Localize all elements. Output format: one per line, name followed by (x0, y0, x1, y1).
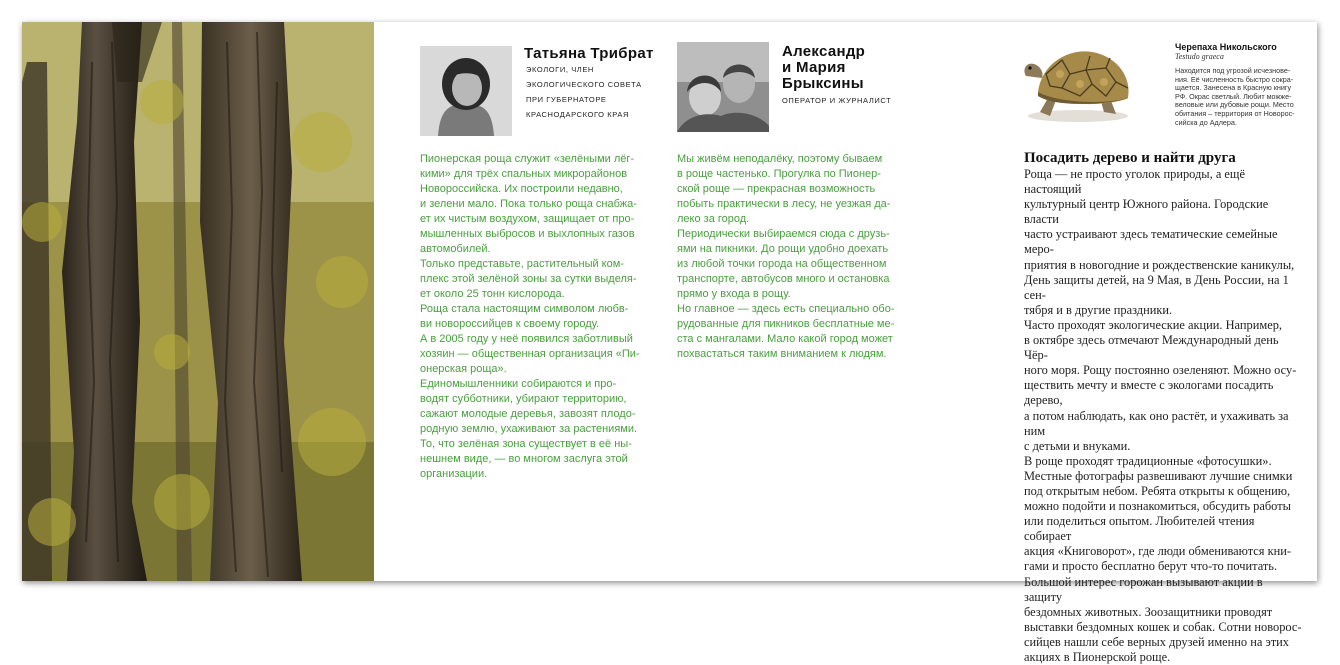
role-line: ЭКОЛОГИЧЕСКОГО СОВЕТА (526, 80, 642, 89)
article-line: День защиты детей, на 9 Мая, в День России, на 1 сен- (1024, 272, 1289, 302)
person-name-tatyana: Татьяна Трибрат (524, 45, 654, 62)
article-line: гами и просто бесплатно берут что-то почитать. (1024, 559, 1278, 574)
article-line: приятия в новогодние и рождественские каникулы, (1024, 257, 1295, 272)
role-line: КРАСНОДАРСКОГО КРАЯ (526, 110, 629, 119)
magazine-spread (22, 22, 1317, 664)
name-line: и Мария (782, 59, 846, 76)
turtle-latin-name: Testudo graeca (1175, 52, 1224, 61)
quote-line: онерская роща». (420, 363, 507, 375)
article-line: акциях в Пионерской роще. (1024, 650, 1171, 664)
article-line: или поделиться опытом. Любителей чтения собирает (1024, 514, 1255, 544)
turtle-text-line: щается. Занесена в Красную книгу (1175, 83, 1292, 93)
article-line: ного моря. Рощу постоянно озеленяют. Можно осу- (1024, 363, 1297, 378)
turtle-text-line: ния. Её численность быстро сокра- (1175, 74, 1294, 84)
article-line: с детьми и внуками. (1024, 438, 1131, 453)
article-line: Часто проходят экологические акции. Например, (1024, 317, 1282, 332)
article-line: тября и в другие праздники. (1024, 302, 1173, 317)
article-line: ществить мечту и вместе с экологами посадить дерево, (1024, 378, 1274, 408)
article-line: культурный центр Южного района. Городские власти (1024, 197, 1269, 227)
name-line: Брыксины (782, 75, 864, 92)
article-line: часто устраивают здесь тематические семейные меро- (1024, 227, 1278, 257)
quote-line: мышленных выбросов и выхлопных газов (420, 228, 635, 240)
article-line: акция «Книговорот», где люди обмениваются кни- (1024, 544, 1292, 559)
quote-line: и зелени мало. Пока только роща снабжа- (420, 198, 637, 210)
quote-line: Единомышленники собираются и про- (420, 378, 617, 390)
quote-line: леко за город. (677, 213, 750, 225)
article-line: В роще проходят традиционные «фотосушки». (1024, 453, 1272, 468)
article-line: Местные фотографы развешивают лучшие снимки (1024, 468, 1293, 483)
quote-tatyana (420, 152, 650, 482)
quote-bryksiny (677, 152, 909, 362)
quote-line: Мы живём неподалёку, поэтому бываем (677, 153, 883, 165)
turtle-text-line: Находится под угрозой исчезнове- (1175, 66, 1291, 75)
turtle-text-line: сийска до Адлера. (1175, 117, 1237, 127)
quote-line: То, что зелёная зона существует в её ны- (420, 438, 632, 450)
quote-line: Периодически выбираемся сюда с друзь- (677, 228, 890, 240)
quote-line: ской роще — прекрасная возможность (677, 183, 876, 195)
quote-line: Роща стала настоящим символом любв- (420, 303, 629, 315)
quote-line: ями на пикники. До рощи удобно доехать (677, 243, 889, 255)
article-line: можно подойти и познакомиться, обсудить работы (1024, 499, 1291, 514)
article-line: сийцев нашли себе верных друзей именно на этих (1024, 634, 1290, 649)
person-role-bryksiny: ОПЕРАТОР И ЖУРНАЛИСТ (782, 96, 892, 105)
quote-line: кими» для трёх спальных микрорайонов (420, 168, 628, 180)
quote-line: организации. (420, 468, 488, 480)
quote-line: ет их чистым воздухом, защищает от про- (420, 213, 635, 225)
quote-line: родную землю, ухаживают за растениями. (420, 423, 638, 435)
role-line: ПРИ ГУБЕРНАТОРЕ (526, 95, 607, 104)
quote-line: похвастаться таким вниманием к людям. (677, 348, 887, 360)
person-role-tatyana (526, 62, 642, 122)
quote-line: Пионерская роща служит «зелёными лёг- (420, 153, 635, 165)
article-title: Посадить дерево и найти друга (1024, 150, 1236, 166)
turtle-description (1175, 67, 1310, 127)
person-name-bryksiny (782, 44, 865, 92)
quote-line: сажают молодые деревья, завозят плодо- (420, 408, 636, 420)
article-line: Роща — не просто уголок природы, а ещё настоящий (1024, 167, 1245, 197)
quote-line: из любой точки города на общественном (677, 258, 887, 270)
quote-line: Только представьте, растительный ком- (420, 258, 624, 270)
quote-line: ви новороссийцев к своему городу. (420, 318, 600, 330)
turtle-text-line: обитания – территория от Новорос- (1175, 108, 1295, 118)
quote-line: ста с мангалами. Мало какой город может (677, 333, 893, 345)
turtle-illustration (1020, 40, 1135, 124)
quote-line: прямо у входа в рощу. (677, 288, 791, 300)
turtle-title: Черепаха Никольского (1175, 42, 1277, 52)
quote-line: рудованные для пикников бесплатные ме- (677, 318, 895, 330)
article-line: Большой интерес горожан вызывают акции в защиту (1024, 574, 1263, 604)
quote-line: плекс этой зелёной зоны за сутки выделя- (420, 273, 637, 285)
portrait-tatyana (420, 46, 512, 136)
quote-line: в роще частенько. Прогулка по Пионер- (677, 168, 881, 180)
article-line: под открытым небом. Ребята открыты к общению, (1024, 483, 1291, 498)
article-body (1024, 167, 1302, 665)
quote-line: А в 2005 году у неё появился заботливый (420, 333, 633, 345)
article-line: а потом наблюдать, как оно растёт, и ухаживать за ним (1024, 408, 1289, 438)
quote-line: автомобилей. (420, 243, 491, 255)
article-line: выставки бездомных кошек и собак. Сотни новорос- (1024, 619, 1302, 634)
portrait-bryksiny (677, 42, 769, 132)
quote-line: водят субботники, убирают территорию, (420, 393, 627, 405)
quote-line: Но главное — здесь есть специально обо- (677, 303, 895, 315)
quote-line: ет около 25 тонн кислорода. (420, 288, 565, 300)
forest-photo (22, 22, 374, 581)
name-line: Александр (782, 43, 866, 60)
quote-line: хозяин — общественная организация «Пи- (420, 348, 640, 360)
quote-line: Новороссийска. Их построили недавно, (420, 183, 623, 195)
turtle-text-line: РФ. Окрас светлый. Любит можже- (1175, 91, 1292, 101)
quote-line: нешнем виде, — во многом заслуга этой (420, 453, 628, 465)
quote-line: побыть практически в лесу, не уезжая да- (677, 198, 891, 210)
article-line: бездомных животных. Зоозащитники проводят (1024, 604, 1273, 619)
role-line: ЭКОЛОГИ, ЧЛЕН (526, 65, 594, 74)
quote-line: транспорте, автобусов много и остановка (677, 273, 890, 285)
article-line: в октябре здесь отмечают Международный день Чёр- (1024, 333, 1279, 363)
turtle-text-line: веловые или дубовые рощи. Место (1175, 100, 1294, 110)
